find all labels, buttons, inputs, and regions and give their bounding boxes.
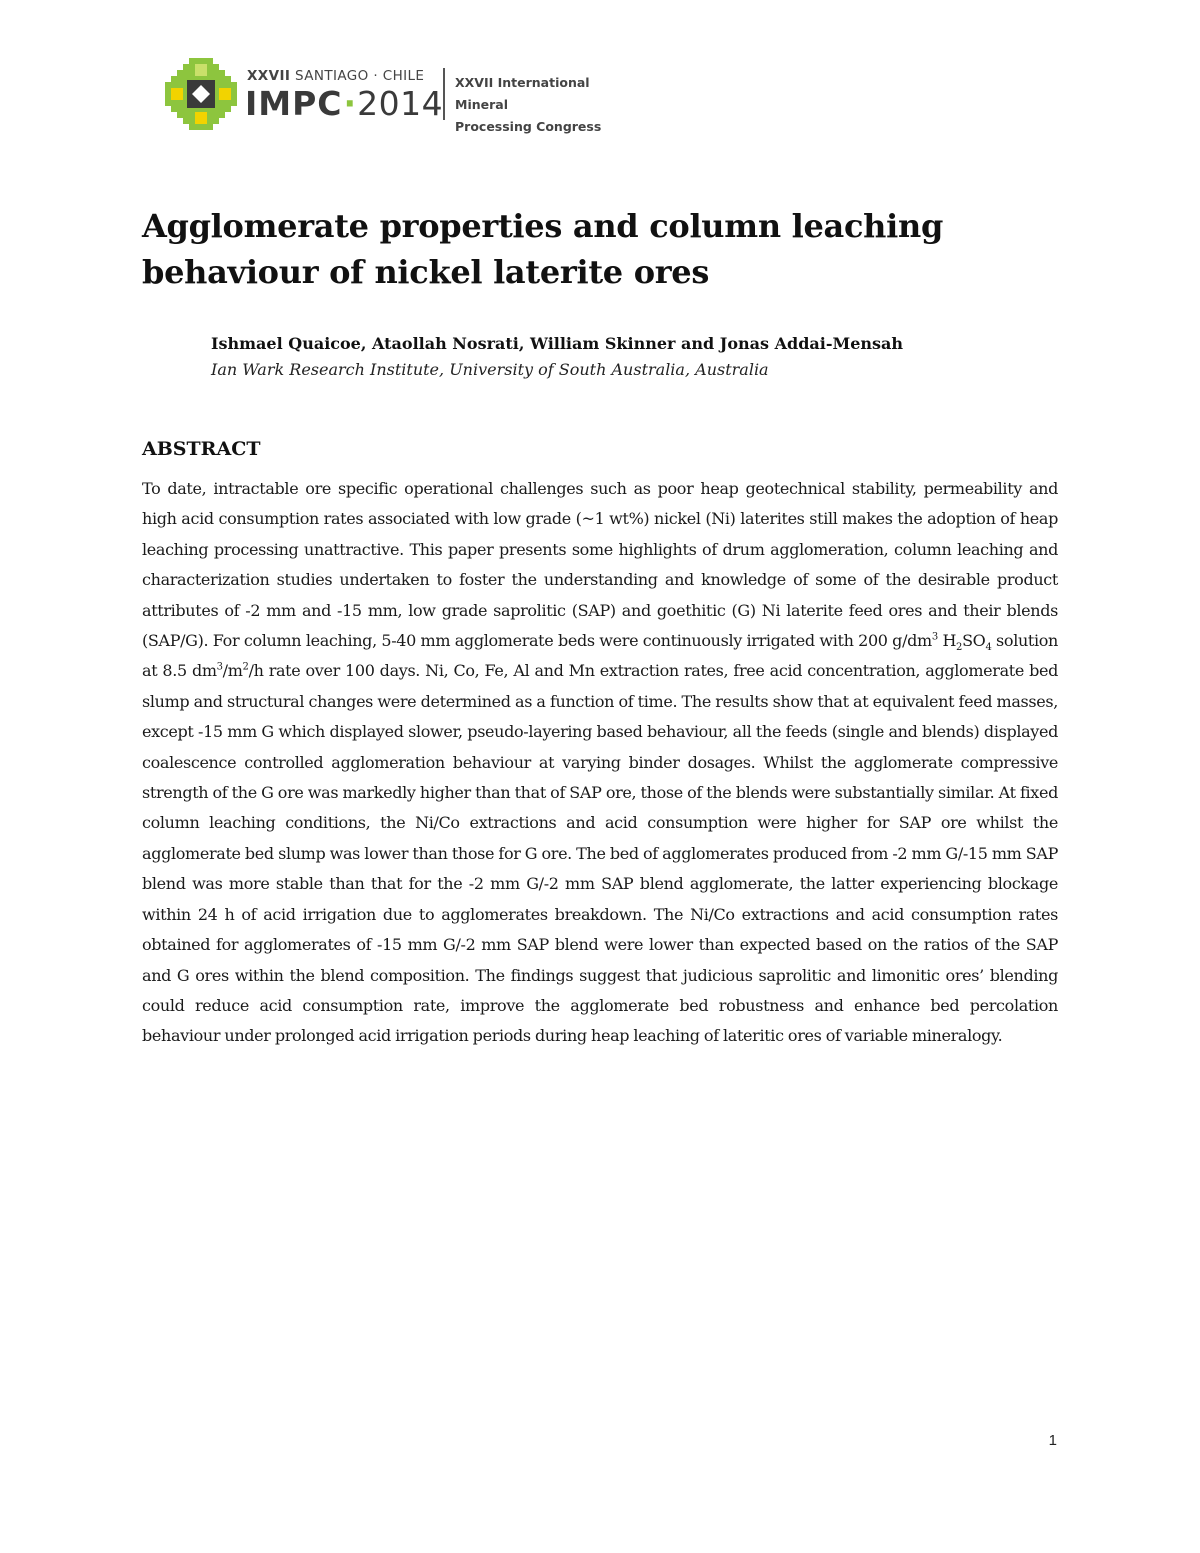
abstract-text-1: To date, intractable ore specific operational challenges such as poor heap geotechnical stability, permeability and high acid consumption rates associated with low grade (~1 wt%) nickel (Ni) laterites still makes the adoption of heap leaching processing unattractive. This paper presents some highlights of drum agglomeration, column leaching and characterization studies undertaken to foster the understanding and knowledge of some of the desirable product attributes of -2 mm and -15 mm, low grade saprolitic (SAP) and goethitic (G) Ni laterite feed ores and their blends (SAP/G). For column leaching, 5-40 mm agglomerate beds were continuously irrigated with 200 g/dm: [142, 479, 1058, 651]
logo-brand-separator: ·: [343, 84, 357, 123]
abstract-heading: ABSTRACT: [142, 438, 261, 460]
paper-affiliation: Ian Wark Research Institute, University of South Australia, Australia: [211, 360, 769, 379]
impc-2014-logo: [165, 58, 635, 133]
abstract-sub-2: 4: [985, 642, 992, 654]
logo-divider: [443, 68, 445, 120]
logo-congress-name: [455, 72, 645, 138]
abstract-sub-1: 2: [956, 642, 963, 654]
impc-logo-mark-icon: [165, 58, 237, 130]
abstract-text-3: SO: [962, 631, 986, 651]
logo-edition-roman: XXVII: [247, 68, 291, 84]
abstract-text-5: /m: [222, 661, 243, 681]
abstract-sup-2: 3: [216, 662, 223, 674]
logo-brand-name: IMPC: [245, 84, 343, 123]
logo-brand: [245, 86, 443, 122]
abstract-text-4: solution at 8.5 dm: [142, 631, 1058, 681]
paper-authors: Ishmael Quaicoe, Ataollah Nosrati, William Skinner and Jonas Addai-Mensah: [211, 334, 904, 353]
logo-brand-year: 2014: [357, 84, 444, 123]
abstract-sup-1: 3: [931, 631, 938, 643]
abstract-body: [142, 474, 1058, 1052]
logo-congress-line-1: XXVII International Mineral: [455, 75, 590, 112]
abstract-text-2: H: [937, 631, 957, 651]
page-number: 1: [1048, 1432, 1057, 1449]
paper-title: Agglomerate properties and column leaching behaviour of nickel laterite ores: [142, 207, 944, 291]
abstract-text-6: /h rate over 100 days. Ni, Co, Fe, Al and Mn extraction rates, free acid concentration, agglomerate bed slump and structural changes were determined as a function of time. The results show that at equivalent feed masses, except -15 mm G which displayed slower, pseudo-layering based behaviour, all the feeds (single and blends) displayed coalescence controlled agglomeration behaviour at varying binder dosages. Whilst the agglomerate compressive strength of the G ore was markedly higher than that of SAP ore, those of the blends were substantially similar. At fixed column leaching conditions, the Ni/Co extractions and acid consumption were higher for SAP ore whilst the agglomerate bed slump was lower than those for G ore. The bed of agglomerates produced from -2 mm G/-15 mm SAP blend was more stable than that for the -2 mm G/-2 mm SAP blend agglomerate, the latter experiencing blockage within 24 h of acid irrigation due to agglomerates breakdown. The Ni/Co extractions and acid consumption rates obtained for agglomerates of -15 mm G/-2 mm SAP blend were lower than expected based on the ratios of the SAP and G ores within the blend composition. The findings suggest that judicious saprolitic and limonitic ores’ blending could reduce acid consumption rate, improve the agglomerate bed robustness and enhance bed percolation behaviour under prolonged acid irrigation periods during heap leaching of lateritic ores of variable mineralogy.: [142, 661, 1058, 1046]
abstract-sup-3: 2: [242, 662, 249, 674]
logo-edition-location: SANTIAGO · CHILE: [295, 68, 425, 84]
logo-edition-text: [247, 66, 424, 86]
logo-congress-line-2: Processing Congress: [455, 119, 602, 134]
